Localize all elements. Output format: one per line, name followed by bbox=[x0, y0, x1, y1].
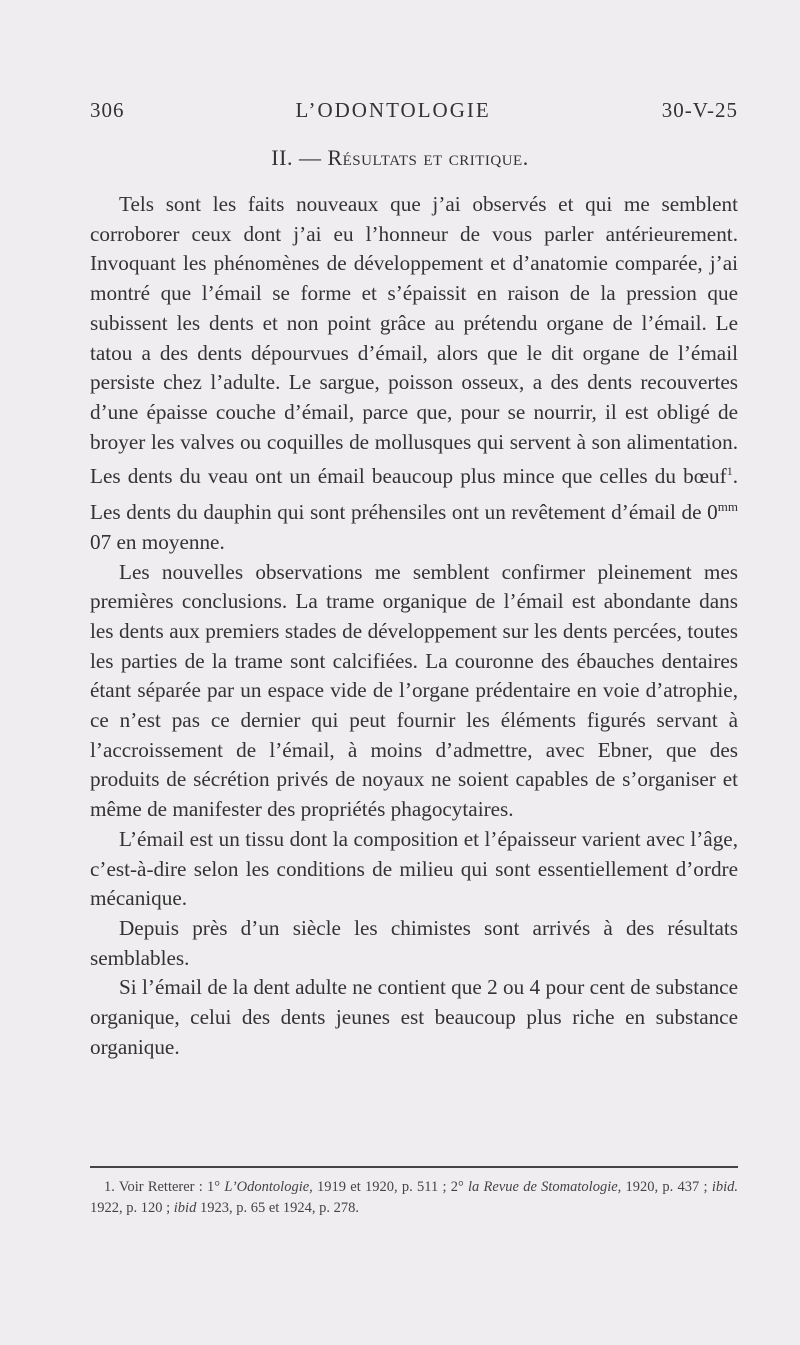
paragraph bbox=[90, 190, 738, 558]
paragraph: Si l’émail de la dent adulte ne contient que 2 ou 4 pour cent de substance organique, celui des dents jeunes est beaucoup plus riche en substance organique. bbox=[90, 975, 738, 1059]
section-numeral: II. — bbox=[271, 145, 322, 170]
footnote-text: 1919 et 1920, p. 511 ; 2° bbox=[312, 1179, 469, 1195]
running-header bbox=[90, 98, 738, 123]
footnote bbox=[90, 1177, 738, 1219]
footnote-divider bbox=[90, 1166, 738, 1168]
issue-date: 30-V-25 bbox=[661, 98, 738, 122]
footnote-lead: 1. Voir Retterer : 1° bbox=[104, 1179, 225, 1195]
journal-title: L’ODONTOLOGIE bbox=[295, 98, 491, 122]
page-number: 306 bbox=[90, 98, 125, 122]
footnote-text: 1923, p. 65 et 1924, p. 278. bbox=[196, 1200, 360, 1216]
paragraph-text: . Les dents du dauphin qui sont préhensiles ont un revêtement d’émail de 0 bbox=[90, 464, 738, 525]
footnote-ibid: ibid bbox=[173, 1200, 197, 1216]
paragraph: Depuis près d’un siècle les chimistes sont arrivés à des résultats semblables. bbox=[90, 916, 738, 970]
footnote-journal: L’Odontologie, bbox=[224, 1179, 313, 1195]
paragraph: Les nouvelles observations me semblent confirmer pleinement mes premières conclusions. La trame organique de l’émail est abondante dans les dents aux premiers stades de développement sur les dents percées, toutes les parties de la trame sont calcifiées. La couronne des ébauches dentaires étant séparée par un espace vide de l’organe prédentaire en voie d’atrophie, ce n’est pas ce dernier qui peut fournir les éléments figurés servant à l’accroissement de l’émail, à moins d’admettre, avec Ebner, que des produits de sécrétion privés de noyaux ne soient capables de s’organiser et même de manifester des propriétés phagocytaires. bbox=[90, 559, 738, 822]
section-title-text: Résultats et critique. bbox=[327, 145, 529, 170]
footnote-text: 1920, p. 437 ; bbox=[621, 1179, 712, 1195]
footnote-journal: la Revue de Stomatologie, bbox=[468, 1179, 622, 1195]
article-body bbox=[90, 190, 738, 1063]
footnote-text: 1922, p. 120 ; bbox=[90, 1200, 174, 1216]
paragraph-text: Tels sont les faits nouveaux que j’ai observés et qui me semblent corroborer ceux dont j’ai eu l’honneur de vous parler antérieurement. Invoquant les phénomènes de développement et d’anatomie comparée, j’ai montré que l’émail se forme et s’épaissit en raison de la pression que subissent les dents et non point grâce au prétendu organe de l’émail. Le tatou a des dents dépourvues d’émail, alors que le dit organe de l’émail persiste chez l’adulte. Le sargue, poisson osseux, a des dents recouvertes d’une épaisse couche d’émail, parce que, pour se nourrir, il est obligé de broyer les valves ou coquilles de mollusques qui servent à son alimentation. Les dents du veau ont un émail beaucoup plus mince que celles du bœuf bbox=[90, 192, 738, 489]
unit-superscript: mm bbox=[717, 499, 738, 515]
paragraph-text: 07 en moyenne. bbox=[90, 529, 225, 554]
paragraph: L’émail est un tissu dont la composition et l’épaisseur varient avec l’âge, c’est-à-dire selon les conditions de milieu qui sont essentiellement d’ordre mécanique. bbox=[90, 826, 738, 911]
section-heading bbox=[0, 145, 800, 171]
footnote-marker[interactable]: 1 bbox=[726, 464, 733, 479]
footnote-ibid: ibid. bbox=[711, 1179, 738, 1195]
